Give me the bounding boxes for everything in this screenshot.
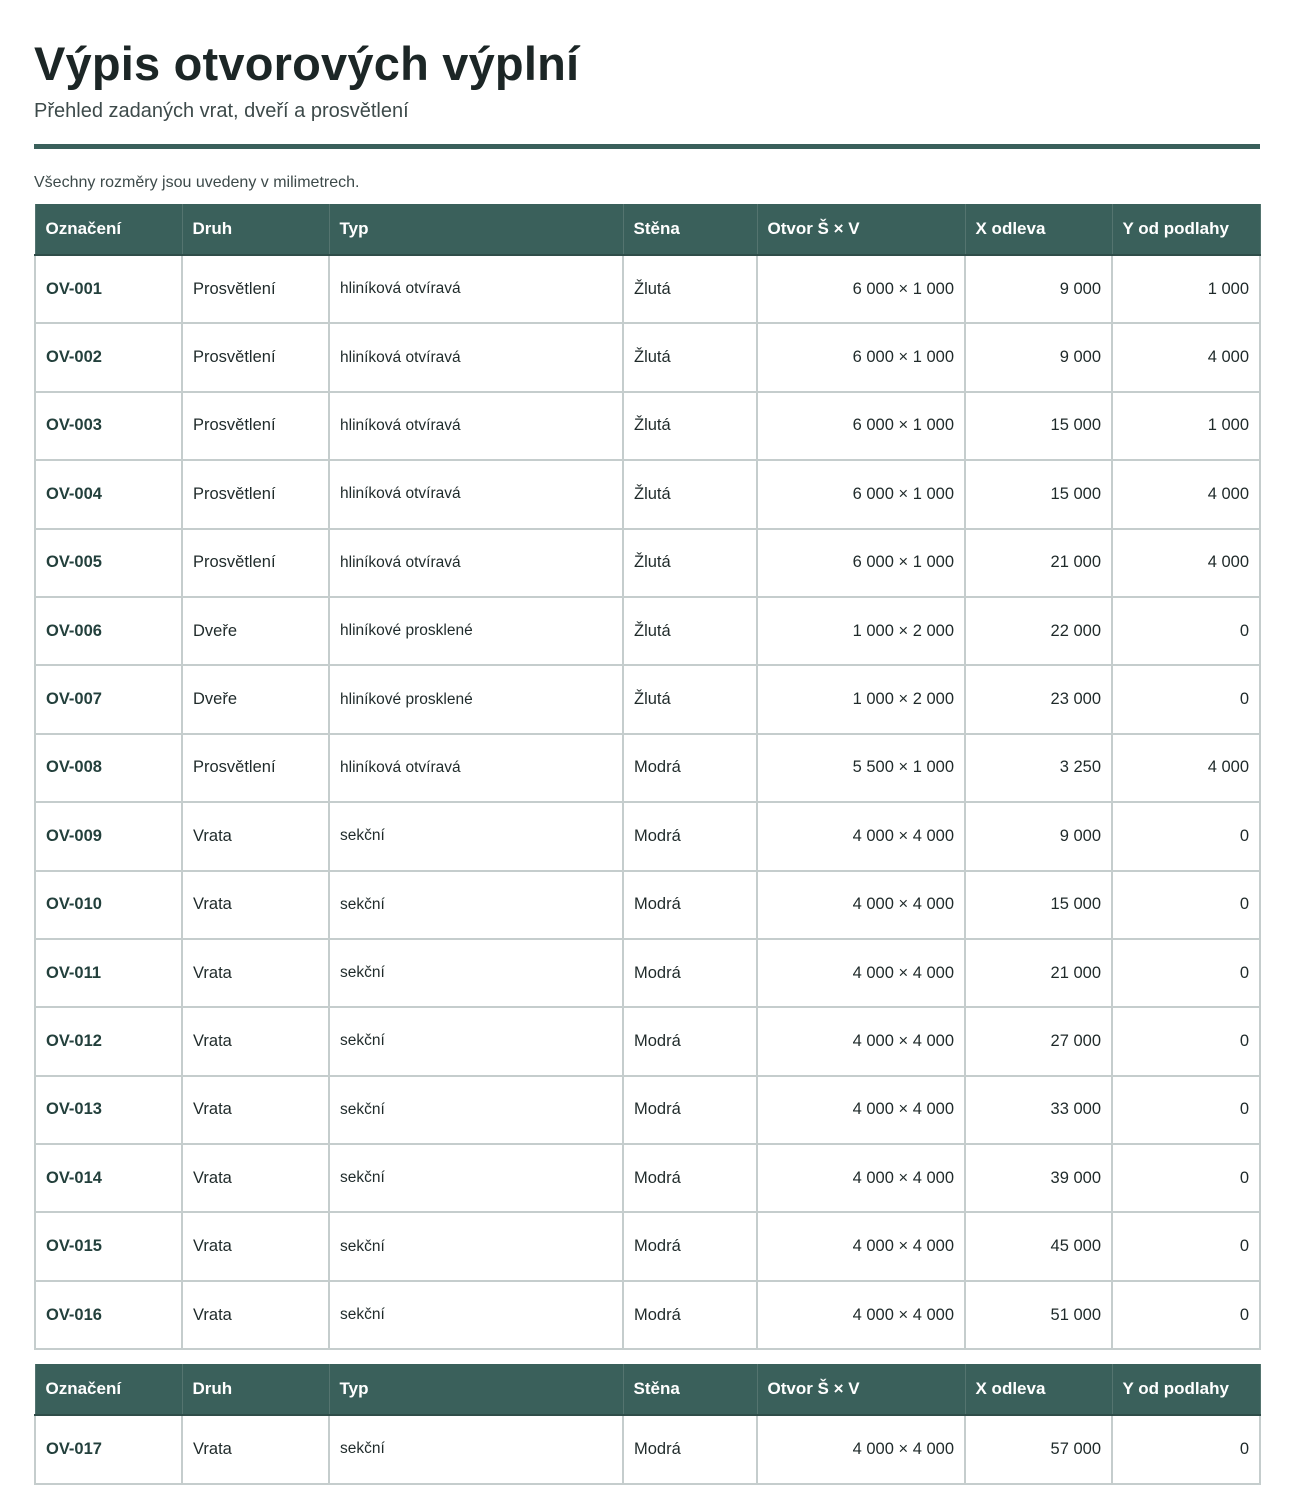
cell-y-offset: 0 bbox=[1112, 1415, 1260, 1483]
table-row bbox=[35, 392, 1260, 460]
cell-opening-size: 6 000 × 1 000 bbox=[757, 255, 965, 323]
cell-wall: Modrá bbox=[623, 939, 757, 1007]
cell-wall: Modrá bbox=[623, 871, 757, 939]
cell-kind: Vrata bbox=[182, 1415, 329, 1483]
cell-wall: Modrá bbox=[623, 734, 757, 802]
cell-kind: Vrata bbox=[182, 871, 329, 939]
cell-opening-size: 4 000 × 4 000 bbox=[757, 1144, 965, 1212]
cell-kind: Dveře bbox=[182, 665, 329, 733]
cell-wall: Modrá bbox=[623, 1144, 757, 1212]
column-stena-header: Stěna bbox=[623, 204, 757, 255]
cell-code: OV-008 bbox=[35, 734, 182, 802]
cell-kind: Vrata bbox=[182, 1281, 329, 1349]
column-otvor-header: Otvor Š × V bbox=[757, 204, 965, 255]
cell-opening-size: 6 000 × 1 000 bbox=[757, 392, 965, 460]
table-row bbox=[35, 1144, 1260, 1212]
cell-code: OV-001 bbox=[35, 255, 182, 323]
table-row bbox=[35, 802, 1260, 870]
cell-type: hliníková otvíravá bbox=[329, 323, 623, 391]
cell-code: OV-014 bbox=[35, 1144, 182, 1212]
cell-code: OV-003 bbox=[35, 392, 182, 460]
cell-kind: Vrata bbox=[182, 1144, 329, 1212]
column-x-odleva-header: X odleva bbox=[965, 1364, 1112, 1415]
cell-kind: Prosvětlení bbox=[182, 734, 329, 802]
cell-wall: Modrá bbox=[623, 1212, 757, 1280]
cell-opening-size: 4 000 × 4 000 bbox=[757, 871, 965, 939]
cell-x-offset: 39 000 bbox=[965, 1144, 1112, 1212]
cell-code: OV-005 bbox=[35, 529, 182, 597]
cell-kind: Vrata bbox=[182, 802, 329, 870]
cell-y-offset: 0 bbox=[1112, 1076, 1260, 1144]
cell-wall: Modrá bbox=[623, 1281, 757, 1349]
cell-type: sekční bbox=[329, 1212, 623, 1280]
table-row bbox=[35, 1076, 1260, 1144]
cell-wall: Žlutá bbox=[623, 597, 757, 665]
table-row bbox=[35, 734, 1260, 802]
cell-code: OV-016 bbox=[35, 1281, 182, 1349]
cell-x-offset: 15 000 bbox=[965, 460, 1112, 528]
header-row bbox=[35, 204, 1260, 255]
cell-y-offset: 0 bbox=[1112, 597, 1260, 665]
cell-kind: Prosvětlení bbox=[182, 392, 329, 460]
cell-y-offset: 0 bbox=[1112, 939, 1260, 1007]
cell-y-offset: 0 bbox=[1112, 1144, 1260, 1212]
table-row bbox=[35, 323, 1260, 391]
cell-opening-size: 4 000 × 4 000 bbox=[757, 1212, 965, 1280]
cell-x-offset: 15 000 bbox=[965, 871, 1112, 939]
cell-x-offset: 45 000 bbox=[965, 1212, 1112, 1280]
cell-wall: Žlutá bbox=[623, 665, 757, 733]
cell-x-offset: 51 000 bbox=[965, 1281, 1112, 1349]
cell-x-offset: 3 250 bbox=[965, 734, 1112, 802]
cell-kind: Vrata bbox=[182, 1007, 329, 1075]
cell-x-offset: 21 000 bbox=[965, 939, 1112, 1007]
cell-x-offset: 33 000 bbox=[965, 1076, 1112, 1144]
cell-type: sekční bbox=[329, 802, 623, 870]
cell-type: sekční bbox=[329, 1415, 623, 1483]
cell-kind: Prosvětlení bbox=[182, 255, 329, 323]
column-x-odleva-header: X odleva bbox=[965, 204, 1112, 255]
table-row bbox=[35, 597, 1260, 665]
cell-x-offset: 21 000 bbox=[965, 529, 1112, 597]
cell-opening-size: 5 500 × 1 000 bbox=[757, 734, 965, 802]
column-druh-header: Druh bbox=[182, 204, 329, 255]
cell-code: OV-009 bbox=[35, 802, 182, 870]
table-header bbox=[35, 204, 1260, 255]
cell-type: hliníkové prosklené bbox=[329, 597, 623, 665]
cell-x-offset: 27 000 bbox=[965, 1007, 1112, 1075]
cell-wall: Žlutá bbox=[623, 529, 757, 597]
table-row bbox=[35, 939, 1260, 1007]
cell-wall: Žlutá bbox=[623, 255, 757, 323]
table-body bbox=[35, 255, 1260, 1349]
cell-kind: Prosvětlení bbox=[182, 529, 329, 597]
header-row bbox=[35, 1364, 1260, 1415]
cell-type: sekční bbox=[329, 1076, 623, 1144]
cell-type: hliníková otvíravá bbox=[329, 392, 623, 460]
table-row bbox=[35, 460, 1260, 528]
table-row bbox=[35, 255, 1260, 323]
cell-type: sekční bbox=[329, 1281, 623, 1349]
cell-y-offset: 1 000 bbox=[1112, 392, 1260, 460]
table-row bbox=[35, 1415, 1260, 1483]
cell-y-offset: 1 000 bbox=[1112, 255, 1260, 323]
cell-y-offset: 4 000 bbox=[1112, 323, 1260, 391]
cell-type: sekční bbox=[329, 939, 623, 1007]
cell-code: OV-002 bbox=[35, 323, 182, 391]
table-header-repeated bbox=[35, 1364, 1260, 1415]
cell-opening-size: 4 000 × 4 000 bbox=[757, 1281, 965, 1349]
units-note: Všechny rozměry jsou uvedeny v milimetrech. bbox=[34, 174, 360, 191]
cell-wall: Modrá bbox=[623, 1415, 757, 1483]
cell-type: hliníková otvíravá bbox=[329, 529, 623, 597]
cell-type: hliníkové prosklené bbox=[329, 665, 623, 733]
cell-code: OV-015 bbox=[35, 1212, 182, 1280]
cell-y-offset: 0 bbox=[1112, 1212, 1260, 1280]
cell-code: OV-006 bbox=[35, 597, 182, 665]
cell-code: OV-010 bbox=[35, 871, 182, 939]
column-oznaceni-header: Označení bbox=[35, 1364, 182, 1415]
page-title: Výpis otvorových výplní bbox=[34, 37, 580, 90]
cell-y-offset: 4 000 bbox=[1112, 734, 1260, 802]
cell-y-offset: 4 000 bbox=[1112, 460, 1260, 528]
cell-wall: Modrá bbox=[623, 1076, 757, 1144]
cell-kind: Prosvětlení bbox=[182, 460, 329, 528]
cell-code: OV-017 bbox=[35, 1415, 182, 1483]
cell-code: OV-004 bbox=[35, 460, 182, 528]
column-oznaceni-header: Označení bbox=[35, 204, 182, 255]
cell-code: OV-012 bbox=[35, 1007, 182, 1075]
table-row bbox=[35, 1212, 1260, 1280]
cell-x-offset: 9 000 bbox=[965, 255, 1112, 323]
cell-opening-size: 6 000 × 1 000 bbox=[757, 323, 965, 391]
openings-table-continuation bbox=[34, 1364, 1261, 1484]
table-row bbox=[35, 665, 1260, 733]
cell-y-offset: 0 bbox=[1112, 871, 1260, 939]
column-y-od-podlahy-header: Y od podlahy bbox=[1112, 1364, 1260, 1415]
cell-x-offset: 9 000 bbox=[965, 323, 1112, 391]
table-row bbox=[35, 871, 1260, 939]
cell-opening-size: 1 000 × 2 000 bbox=[757, 597, 965, 665]
table-row bbox=[35, 1281, 1260, 1349]
table-body-continuation bbox=[35, 1415, 1260, 1483]
column-typ-header: Typ bbox=[329, 204, 623, 255]
table-row bbox=[35, 1007, 1260, 1075]
cell-opening-size: 4 000 × 4 000 bbox=[757, 1007, 965, 1075]
cell-kind: Prosvětlení bbox=[182, 323, 329, 391]
cell-opening-size: 4 000 × 4 000 bbox=[757, 939, 965, 1007]
column-y-od-podlahy-header: Y od podlahy bbox=[1112, 204, 1260, 255]
cell-type: sekční bbox=[329, 1144, 623, 1212]
cell-y-offset: 0 bbox=[1112, 802, 1260, 870]
column-typ-header: Typ bbox=[329, 1364, 623, 1415]
cell-kind: Dveře bbox=[182, 597, 329, 665]
cell-x-offset: 23 000 bbox=[965, 665, 1112, 733]
openings-table bbox=[34, 204, 1261, 1350]
cell-wall: Žlutá bbox=[623, 392, 757, 460]
cell-opening-size: 6 000 × 1 000 bbox=[757, 529, 965, 597]
cell-y-offset: 4 000 bbox=[1112, 529, 1260, 597]
cell-opening-size: 4 000 × 4 000 bbox=[757, 1415, 965, 1483]
cell-kind: Vrata bbox=[182, 1076, 329, 1144]
cell-x-offset: 22 000 bbox=[965, 597, 1112, 665]
cell-y-offset: 0 bbox=[1112, 1281, 1260, 1349]
cell-type: sekční bbox=[329, 871, 623, 939]
cell-opening-size: 1 000 × 2 000 bbox=[757, 665, 965, 733]
cell-type: hliníková otvíravá bbox=[329, 460, 623, 528]
header-divider bbox=[34, 144, 1260, 149]
column-otvor-header: Otvor Š × V bbox=[757, 1364, 965, 1415]
cell-type: hliníková otvíravá bbox=[329, 734, 623, 802]
cell-type: hliníková otvíravá bbox=[329, 255, 623, 323]
cell-wall: Modrá bbox=[623, 802, 757, 870]
cell-opening-size: 4 000 × 4 000 bbox=[757, 1076, 965, 1144]
table-row bbox=[35, 529, 1260, 597]
cell-wall: Žlutá bbox=[623, 460, 757, 528]
cell-type: sekční bbox=[329, 1007, 623, 1075]
cell-x-offset: 9 000 bbox=[965, 802, 1112, 870]
cell-wall: Modrá bbox=[623, 1007, 757, 1075]
column-stena-header: Stěna bbox=[623, 1364, 757, 1415]
cell-y-offset: 0 bbox=[1112, 665, 1260, 733]
cell-opening-size: 6 000 × 1 000 bbox=[757, 460, 965, 528]
cell-code: OV-013 bbox=[35, 1076, 182, 1144]
cell-code: OV-011 bbox=[35, 939, 182, 1007]
cell-kind: Vrata bbox=[182, 1212, 329, 1280]
cell-x-offset: 57 000 bbox=[965, 1415, 1112, 1483]
column-druh-header: Druh bbox=[182, 1364, 329, 1415]
cell-opening-size: 4 000 × 4 000 bbox=[757, 802, 965, 870]
cell-code: OV-007 bbox=[35, 665, 182, 733]
cell-x-offset: 15 000 bbox=[965, 392, 1112, 460]
cell-y-offset: 0 bbox=[1112, 1007, 1260, 1075]
cell-wall: Žlutá bbox=[623, 323, 757, 391]
page-subtitle: Přehled zadaných vrat, dveří a prosvětlení bbox=[34, 100, 409, 122]
cell-kind: Vrata bbox=[182, 939, 329, 1007]
